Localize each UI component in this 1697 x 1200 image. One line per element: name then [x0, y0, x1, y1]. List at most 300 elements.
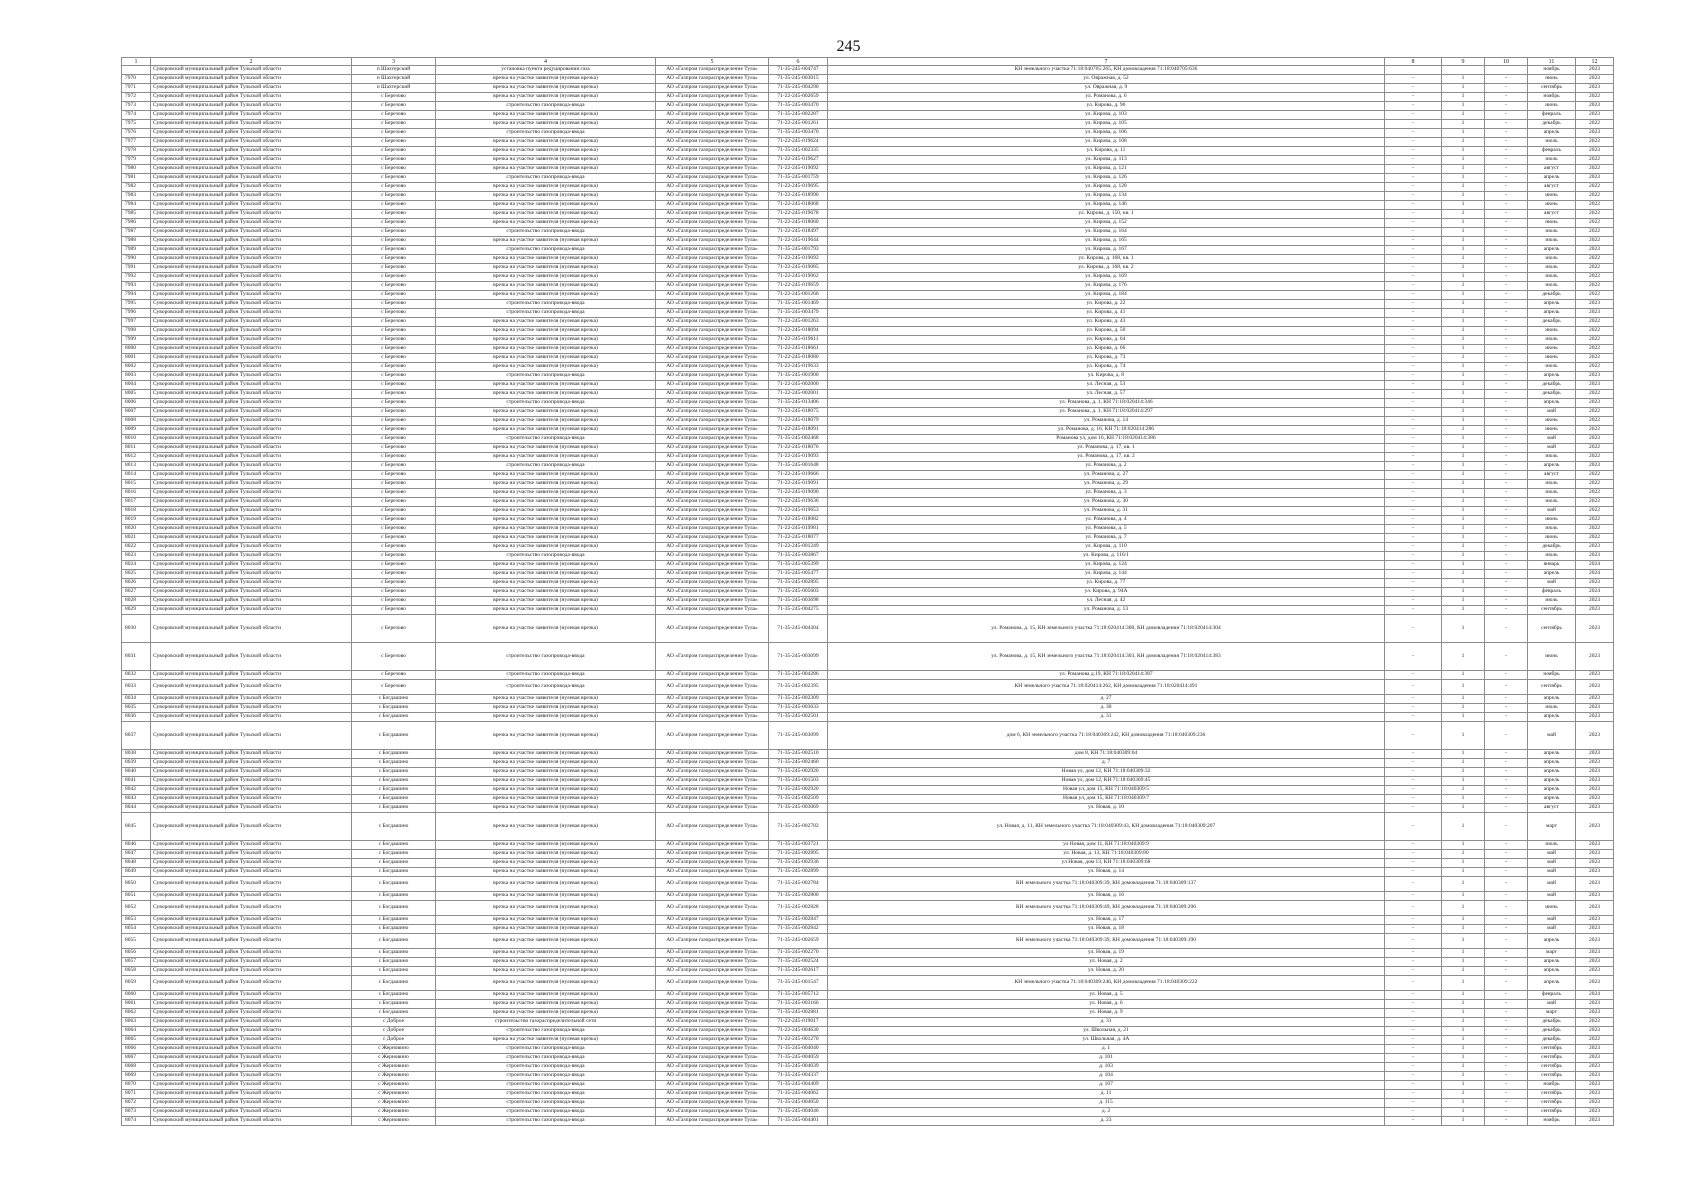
code-cell: 71-22-245-019644: [769, 237, 828, 246]
address-cell: КН земельного участка 71:18:040309:39, КН домовладения 71:18:040309:190: [828, 934, 1385, 949]
address-cell: ул. Новая, д. 20: [828, 967, 1385, 976]
code-cell: 71-35-245-002784: [769, 877, 828, 892]
col10-cell: -: [1485, 949, 1528, 958]
work-type-cell: строительство газопровода-ввода: [436, 246, 656, 255]
address-cell: д. 23: [828, 1117, 1385, 1126]
table-row: [122, 255, 1614, 264]
count-cell: 1: [1442, 795, 1485, 804]
locality-cell: с Богдашино: [352, 841, 436, 850]
table-row: [122, 868, 1614, 877]
row-number-cell: 7985: [122, 210, 151, 219]
col8-cell: -: [1385, 111, 1442, 120]
organization-cell: АО «Газпром газораспределение Тула»: [656, 1045, 769, 1054]
district-cell: Суворовский муниципальный район Тульской области: [151, 570, 352, 579]
column-header: 8: [1385, 58, 1442, 66]
count-cell: 1: [1442, 147, 1485, 156]
organization-cell: АО «Газпром газораспределение Тула»: [656, 201, 769, 210]
month-cell: июль: [1528, 841, 1576, 850]
locality-cell: с Богдашино: [352, 877, 436, 892]
count-cell: 1: [1442, 480, 1485, 489]
organization-cell: АО «Газпром газораспределение Тула»: [656, 408, 769, 417]
col10-cell: -: [1485, 300, 1528, 309]
col10-cell: -: [1485, 165, 1528, 174]
work-type-cell: врезка на участке заявителя (нулевая врезка): [436, 480, 656, 489]
address-cell: д. 107: [828, 1081, 1385, 1090]
row-number-cell: 8044: [122, 804, 151, 813]
year-cell: 2023: [1576, 399, 1614, 408]
district-cell: Суворовский муниципальный район Тульской области: [151, 327, 352, 336]
table-row: [122, 991, 1614, 1000]
address-cell: ул. Лесная, д. 57: [828, 390, 1385, 399]
organization-cell: АО «Газпром газораспределение Тула»: [656, 967, 769, 976]
table-row: [122, 713, 1614, 722]
col8-cell: -: [1385, 498, 1442, 507]
row-number-cell: 7973: [122, 102, 151, 111]
code-cell: 71-22-245-019624: [769, 138, 828, 147]
page-number: 245: [836, 38, 861, 55]
table-row: [122, 471, 1614, 480]
address-cell: ул. Кирова, д. 22: [828, 300, 1385, 309]
table-row: [122, 597, 1614, 606]
row-number-cell: [122, 66, 151, 75]
address-cell: д. 27: [828, 695, 1385, 704]
organization-cell: АО «Газпром газораспределение Тула»: [656, 156, 769, 165]
organization-cell: АО «Газпром газораспределение Тула»: [656, 759, 769, 768]
district-cell: Суворовский муниципальный район Тульской области: [151, 813, 352, 841]
organization-cell: АО «Газпром газораспределение Тула»: [656, 1090, 769, 1099]
year-cell: 2022: [1576, 426, 1614, 435]
district-cell: Суворовский муниципальный район Тульской области: [151, 1009, 352, 1018]
work-type-cell: врезка на участке заявителя (нулевая врезка): [436, 291, 656, 300]
table-row: [122, 228, 1614, 237]
locality-cell: с Жерновино: [352, 1090, 436, 1099]
address-cell: ул. Кирова, д. 43: [828, 318, 1385, 327]
organization-cell: АО «Газпром газораспределение Тула»: [656, 695, 769, 704]
code-cell: 71-35-245-004275: [769, 606, 828, 615]
locality-cell: с Березово: [352, 210, 436, 219]
locality-cell: с Богдашино: [352, 967, 436, 976]
col8-cell: -: [1385, 228, 1442, 237]
district-cell: Суворовский муниципальный район Тульской области: [151, 1018, 352, 1027]
district-cell: Суворовский муниципальный район Тульской области: [151, 165, 352, 174]
row-number-cell: 8067: [122, 1054, 151, 1063]
locality-cell: с Березово: [352, 453, 436, 462]
organization-cell: АО «Газпром газораспределение Тула»: [656, 390, 769, 399]
count-cell: 1: [1442, 291, 1485, 300]
col10-cell: -: [1485, 704, 1528, 713]
locality-cell: с Богдашино: [352, 859, 436, 868]
count-cell: 1: [1442, 435, 1485, 444]
code-cell: 71-35-245-002510: [769, 750, 828, 759]
count-cell: 1: [1442, 750, 1485, 759]
organization-cell: АО «Газпром газораспределение Тула»: [656, 543, 769, 552]
table-row: [122, 916, 1614, 925]
organization-cell: АО «Газпром газораспределение Тула»: [656, 1081, 769, 1090]
count-cell: 1: [1442, 336, 1485, 345]
locality-cell: с Жерновино: [352, 1081, 436, 1090]
district-cell: Суворовский муниципальный район Тульской области: [151, 471, 352, 480]
table-row: [122, 680, 1614, 695]
month-cell: июнь: [1528, 201, 1576, 210]
table-row: [122, 1054, 1614, 1063]
work-type-cell: строительство газопровода-ввода: [436, 671, 656, 680]
count-cell: 1: [1442, 722, 1485, 750]
month-cell: июль: [1528, 336, 1576, 345]
locality-cell: с Березово: [352, 93, 436, 102]
col10-cell: -: [1485, 759, 1528, 768]
locality-cell: п Шахтерский: [352, 84, 436, 93]
table-row: [122, 841, 1614, 850]
col8-cell: -: [1385, 1081, 1442, 1090]
col10-cell: -: [1485, 129, 1528, 138]
col10-cell: -: [1485, 480, 1528, 489]
district-cell: Суворовский муниципальный район Тульской области: [151, 426, 352, 435]
locality-cell: с Березово: [352, 201, 436, 210]
table-row: [122, 850, 1614, 859]
column-header: 2: [151, 58, 352, 66]
count-cell: 1: [1442, 354, 1485, 363]
row-number-cell: 7975: [122, 120, 151, 129]
work-type-cell: строительство газопровода-ввода: [436, 1027, 656, 1036]
organization-cell: АО «Газпром газораспределение Тула»: [656, 318, 769, 327]
district-cell: Суворовский муниципальный район Тульской области: [151, 901, 352, 916]
locality-cell: с Березово: [352, 597, 436, 606]
work-type-cell: врезка на участке заявителя (нулевая врезка): [436, 713, 656, 722]
locality-cell: с Березово: [352, 615, 436, 643]
row-number-cell: 7982: [122, 183, 151, 192]
organization-cell: АО «Газпром газораспределение Тула»: [656, 597, 769, 606]
code-cell: 71-22-245-018080: [769, 354, 828, 363]
col10-cell: -: [1485, 859, 1528, 868]
column-header: 3: [352, 58, 436, 66]
col8-cell: -: [1385, 859, 1442, 868]
month-cell: июль: [1528, 704, 1576, 713]
work-type-cell: врезка на участке заявителя (нулевая врезка): [436, 759, 656, 768]
district-cell: Суворовский муниципальный район Тульской области: [151, 345, 352, 354]
organization-cell: АО «Газпром газораспределение Тула»: [656, 892, 769, 901]
col8-cell: -: [1385, 246, 1442, 255]
work-type-cell: врезка на участке заявителя (нулевая врезка): [436, 390, 656, 399]
month-cell: июнь: [1528, 534, 1576, 543]
col8-cell: -: [1385, 363, 1442, 372]
locality-cell: п Шахтерский: [352, 75, 436, 84]
locality-cell: с Березово: [352, 183, 436, 192]
code-cell: 71-22-245-002000: [769, 381, 828, 390]
month-cell: май: [1528, 868, 1576, 877]
locality-cell: с Березово: [352, 570, 436, 579]
locality-cell: с Березово: [352, 606, 436, 615]
col8-cell: -: [1385, 841, 1442, 850]
year-cell: 2022: [1576, 93, 1614, 102]
month-cell: июнь: [1528, 354, 1576, 363]
col8-cell: -: [1385, 480, 1442, 489]
table-row: [122, 201, 1614, 210]
row-number-cell: 7978: [122, 147, 151, 156]
col8-cell: -: [1385, 381, 1442, 390]
count-cell: 1: [1442, 1108, 1485, 1117]
organization-cell: АО «Газпром газораспределение Тула»: [656, 1009, 769, 1018]
month-cell: май: [1528, 507, 1576, 516]
district-cell: Суворовский муниципальный район Тульской области: [151, 976, 352, 991]
district-cell: Суворовский муниципальный район Тульской области: [151, 525, 352, 534]
col8-cell: -: [1385, 1099, 1442, 1108]
address-cell: ул. Романова, д. 29: [828, 480, 1385, 489]
col10-cell: -: [1485, 192, 1528, 201]
table-row: [122, 327, 1614, 336]
code-cell: 71-35-245-003015: [769, 75, 828, 84]
row-number-cell: 8046: [122, 841, 151, 850]
month-cell: июль: [1528, 480, 1576, 489]
code-cell: 71-22-245-001263: [769, 318, 828, 327]
row-number-cell: 8010: [122, 435, 151, 444]
row-number-cell: 8015: [122, 480, 151, 489]
col10-cell: -: [1485, 210, 1528, 219]
code-cell: 71-35-245-002936: [769, 859, 828, 868]
address-cell: Новая ул, дом 12, КН 71:18:040309:32: [828, 768, 1385, 777]
organization-cell: АО «Газпром газораспределение Тула»: [656, 949, 769, 958]
table-row: [122, 399, 1614, 408]
locality-cell: с Березово: [352, 498, 436, 507]
organization-cell: АО «Газпром газораспределение Тула»: [656, 1000, 769, 1009]
count-cell: 1: [1442, 1063, 1485, 1072]
organization-cell: АО «Газпром газораспределение Тула»: [656, 901, 769, 916]
organization-cell: АО «Газпром газораспределение Тула»: [656, 1108, 769, 1117]
row-number-cell: 8014: [122, 471, 151, 480]
code-cell: 71-22-245-018094: [769, 327, 828, 336]
col10-cell: -: [1485, 722, 1528, 750]
work-type-cell: врезка на участке заявителя (нулевая врезка): [436, 1036, 656, 1045]
work-type-cell: строительство газопровода-ввода: [436, 552, 656, 561]
table-row: [122, 561, 1614, 570]
code-cell: 71-35-245-002895: [769, 850, 828, 859]
work-type-cell: врезка на участке заявителя (нулевая врезка): [436, 958, 656, 967]
address-cell: ул. Кирова, д. 176: [828, 282, 1385, 291]
locality-cell: с Березово: [352, 471, 436, 480]
year-cell: 2024: [1576, 991, 1614, 1000]
col8-cell: -: [1385, 102, 1442, 111]
table-row: [122, 934, 1614, 949]
col8-cell: -: [1385, 680, 1442, 695]
code-cell: 71-22-245-019085: [769, 264, 828, 273]
work-type-cell: врезка на участке заявителя (нулевая врезка): [436, 336, 656, 345]
row-number-cell: 7988: [122, 237, 151, 246]
work-type-cell: врезка на участке заявителя (нулевая врезка): [436, 934, 656, 949]
col8-cell: -: [1385, 892, 1442, 901]
organization-cell: АО «Газпром газораспределение Тула»: [656, 1054, 769, 1063]
col10-cell: -: [1485, 102, 1528, 111]
year-cell: 2022: [1576, 228, 1614, 237]
col8-cell: -: [1385, 695, 1442, 704]
organization-cell: АО «Газпром газораспределение Тула»: [656, 480, 769, 489]
address-cell: ул. Овражная, д. 52: [828, 75, 1385, 84]
work-type-cell: врезка на участке заявителя (нулевая врезка): [436, 570, 656, 579]
address-cell: ул. Романова, д. 15, КН земельного участка 71:18:020414:303, КН домовладения 71:18:020414:383: [828, 643, 1385, 671]
registry-table: [121, 57, 1614, 1126]
year-cell: 2023: [1576, 552, 1614, 561]
col8-cell: -: [1385, 597, 1442, 606]
locality-cell: с Березово: [352, 372, 436, 381]
year-cell: 2023: [1576, 147, 1614, 156]
year-cell: 2023: [1576, 1117, 1614, 1126]
work-type-cell: врезка на участке заявителя (нулевая врезка): [436, 111, 656, 120]
work-type-cell: врезка на участке заявителя (нулевая врезка): [436, 147, 656, 156]
locality-cell: с Богдашино: [352, 768, 436, 777]
district-cell: Суворовский муниципальный район Тульской области: [151, 237, 352, 246]
organization-cell: АО «Газпром газораспределение Тула»: [656, 643, 769, 671]
address-cell: ул. Кирова, д. 96: [828, 102, 1385, 111]
count-cell: 1: [1442, 111, 1485, 120]
month-cell: май: [1528, 435, 1576, 444]
row-number-cell: 8024: [122, 561, 151, 570]
month-cell: ноябрь: [1528, 671, 1576, 680]
organization-cell: АО «Газпром газораспределение Тула»: [656, 813, 769, 841]
year-cell: 2023: [1576, 1072, 1614, 1081]
count-cell: 1: [1442, 1090, 1485, 1099]
table-row: [122, 534, 1614, 543]
year-cell: 2022: [1576, 138, 1614, 147]
row-number-cell: 8029: [122, 606, 151, 615]
organization-cell: АО «Газпром газораспределение Тула»: [656, 570, 769, 579]
col10-cell: -: [1485, 237, 1528, 246]
row-number-cell: 8028: [122, 597, 151, 606]
row-number-cell: 8021: [122, 534, 151, 543]
count-cell: 1: [1442, 552, 1485, 561]
address-cell: д. 101: [828, 1054, 1385, 1063]
row-number-cell: 7998: [122, 327, 151, 336]
address-cell: ул. Кирова, д. 103: [828, 111, 1385, 120]
month-cell: июль: [1528, 498, 1576, 507]
col8-cell: -: [1385, 579, 1442, 588]
column-header: 7: [828, 58, 1385, 66]
year-cell: 2022: [1576, 1036, 1614, 1045]
district-cell: Суворовский муниципальный район Тульской области: [151, 925, 352, 934]
locality-cell: с Березово: [352, 282, 436, 291]
count-cell: 1: [1442, 174, 1485, 183]
district-cell: Суворовский муниципальный район Тульской области: [151, 1000, 352, 1009]
month-cell: декабрь: [1528, 390, 1576, 399]
year-cell: 2023: [1576, 1000, 1614, 1009]
month-cell: апрель: [1528, 570, 1576, 579]
district-cell: Суворовский муниципальный район Тульской области: [151, 84, 352, 93]
column-header: 1: [122, 58, 151, 66]
row-number-cell: 8045: [122, 813, 151, 841]
work-type-cell: врезка на участке заявителя (нулевая врезка): [436, 750, 656, 759]
code-cell: 71-35-245-001900: [769, 372, 828, 381]
row-number-cell: 8060: [122, 991, 151, 1000]
address-cell: ул. Романова, д. 17, кв. 1: [828, 444, 1385, 453]
row-number-cell: 8054: [122, 925, 151, 934]
locality-cell: с Березово: [352, 129, 436, 138]
code-cell: 71-35-245-002617: [769, 967, 828, 976]
col10-cell: -: [1485, 958, 1528, 967]
work-type-cell: строительство газопровода-ввода: [436, 1108, 656, 1117]
row-number-cell: 8009: [122, 426, 151, 435]
year-cell: 2023: [1576, 246, 1614, 255]
count-cell: 1: [1442, 1045, 1485, 1054]
district-cell: Суворовский муниципальный район Тульской области: [151, 282, 352, 291]
locality-cell: с Березово: [352, 255, 436, 264]
district-cell: Суворовский муниципальный район Тульской области: [151, 768, 352, 777]
month-cell: июль: [1528, 237, 1576, 246]
organization-cell: АО «Газпром газораспределение Тула»: [656, 165, 769, 174]
col10-cell: -: [1485, 435, 1528, 444]
work-type-cell: строительство газопровода-ввода: [436, 129, 656, 138]
month-cell: ноябрь: [1528, 66, 1576, 75]
address-cell: ул. Новая, д. 9: [828, 1009, 1385, 1018]
table-row: [122, 417, 1614, 426]
locality-cell: с Доброе: [352, 1018, 436, 1027]
work-type-cell: врезка на участке заявителя (нулевая врезка): [436, 210, 656, 219]
district-cell: Суворовский муниципальный район Тульской области: [151, 543, 352, 552]
row-number-cell: 8020: [122, 525, 151, 534]
code-cell: 71-35-245-013486: [769, 399, 828, 408]
locality-cell: с Доброе: [352, 1027, 436, 1036]
year-cell: 2022: [1576, 237, 1614, 246]
col8-cell: -: [1385, 1027, 1442, 1036]
district-cell: Суворовский муниципальный район Тульской области: [151, 804, 352, 813]
address-cell: Романова ул, дом 16, КН 71:18:020414:386: [828, 435, 1385, 444]
month-cell: июль: [1528, 552, 1576, 561]
district-cell: Суворовский муниципальный район Тульской области: [151, 300, 352, 309]
col8-cell: -: [1385, 795, 1442, 804]
address-cell: ул. Новая, д. 10: [828, 804, 1385, 813]
year-cell: 2024: [1576, 588, 1614, 597]
row-number-cell: 8052: [122, 901, 151, 916]
code-cell: 71-35-245-004409: [769, 1081, 828, 1090]
count-cell: 1: [1442, 75, 1485, 84]
col10-cell: -: [1485, 813, 1528, 841]
year-cell: 2022: [1576, 120, 1614, 129]
organization-cell: АО «Газпром газораспределение Тула»: [656, 795, 769, 804]
count-cell: 1: [1442, 1072, 1485, 1081]
table-row: [122, 958, 1614, 967]
organization-cell: АО «Газпром газораспределение Тула»: [656, 183, 769, 192]
col8-cell: -: [1385, 643, 1442, 671]
table-row: [122, 93, 1614, 102]
col10-cell: -: [1485, 976, 1528, 991]
row-number-cell: 8058: [122, 967, 151, 976]
count-cell: 1: [1442, 643, 1485, 671]
count-cell: 1: [1442, 426, 1485, 435]
year-cell: 2022: [1576, 363, 1614, 372]
table-row: [122, 516, 1614, 525]
district-cell: Суворовский муниципальный район Тульской области: [151, 309, 352, 318]
work-type-cell: врезка на участке заявителя (нулевая врезка): [436, 273, 656, 282]
year-cell: 2023: [1576, 102, 1614, 111]
col8-cell: -: [1385, 1009, 1442, 1018]
col8-cell: -: [1385, 713, 1442, 722]
district-cell: Суворовский муниципальный район Тульской области: [151, 156, 352, 165]
month-cell: ноябрь: [1528, 1081, 1576, 1090]
col8-cell: -: [1385, 183, 1442, 192]
count-cell: 1: [1442, 1027, 1485, 1036]
work-type-cell: установка пункта редуцирования газа: [436, 66, 656, 75]
table-row: [122, 615, 1614, 643]
code-cell: 71-35-245-001503: [769, 777, 828, 786]
month-cell: июль: [1528, 156, 1576, 165]
district-cell: Суворовский муниципальный район Тульской области: [151, 877, 352, 892]
locality-cell: с Березово: [352, 246, 436, 255]
year-cell: 2022: [1576, 507, 1614, 516]
year-cell: 2023: [1576, 704, 1614, 713]
table-row: [122, 552, 1614, 561]
col10-cell: -: [1485, 228, 1528, 237]
work-type-cell: врезка на участке заявителя (нулевая врезка): [436, 219, 656, 228]
table-row: [122, 345, 1614, 354]
code-cell: 71-35-245-002847: [769, 916, 828, 925]
address-cell: ул. Новая, д. 2: [828, 958, 1385, 967]
work-type-cell: врезка на участке заявителя (нулевая врезка): [436, 859, 656, 868]
